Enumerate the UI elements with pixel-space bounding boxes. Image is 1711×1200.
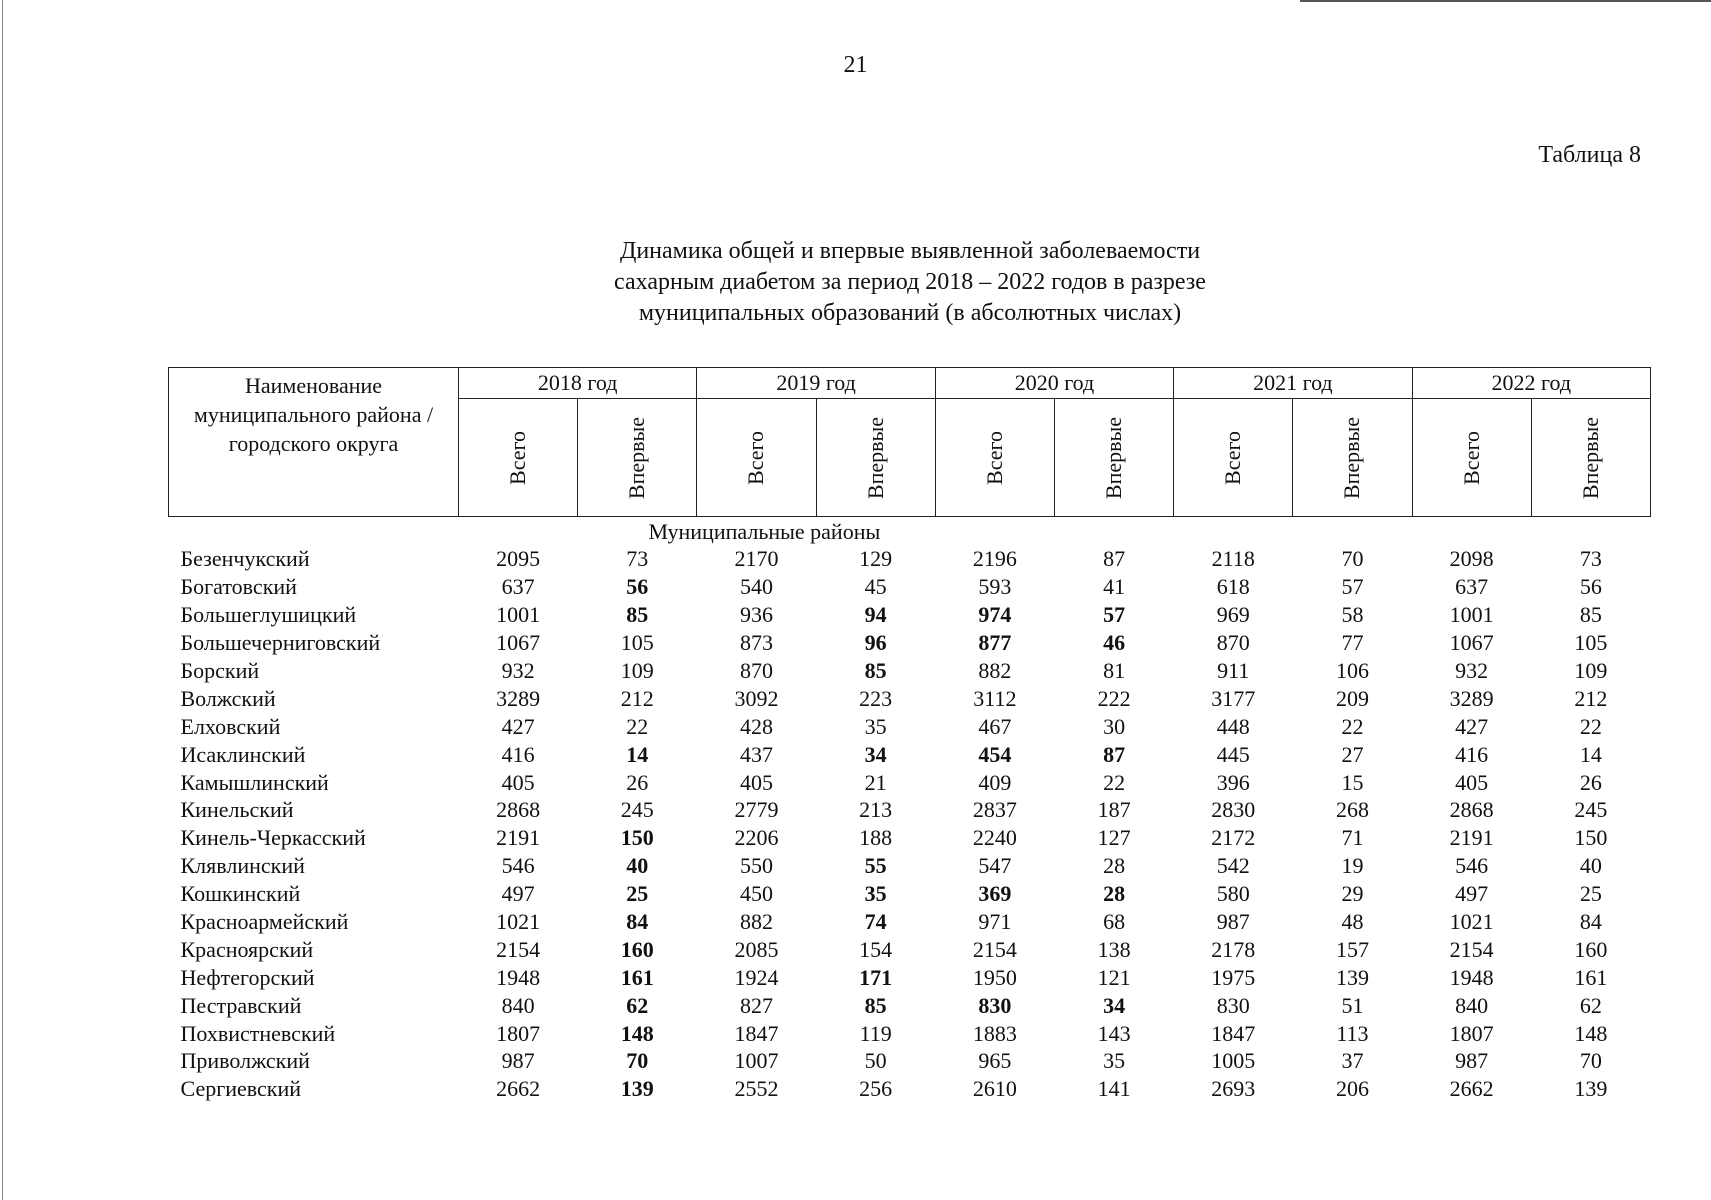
cell-first: 109 — [1574, 658, 1608, 683]
cell-first: 62 — [1579, 992, 1602, 1018]
cell-first: 150 — [1574, 825, 1608, 851]
cell-first: 154 — [859, 936, 893, 962]
cell-first: 35 — [864, 881, 887, 907]
cell-first: 87 — [1103, 546, 1126, 572]
district-name: Пестравский — [180, 992, 302, 1018]
cell-first: 129 — [859, 546, 893, 572]
subheader-first — [578, 399, 697, 517]
district-name: Богатовский — [180, 574, 297, 600]
cell-first: 96 — [864, 630, 887, 656]
cell-total: 497 — [1455, 881, 1489, 907]
cell-first: 121 — [1097, 964, 1131, 990]
cell-first: 141 — [1097, 1076, 1131, 1102]
cell-first: 160 — [1574, 936, 1608, 962]
cell-total: 427 — [1455, 713, 1489, 739]
district-name: Приволжский — [180, 1048, 310, 1074]
cell-total: 416 — [1455, 741, 1489, 767]
cell-total: 409 — [978, 769, 1012, 795]
cell-first: 37 — [1341, 1048, 1364, 1074]
cell-first: 35 — [864, 713, 887, 739]
cell-first: 85 — [1579, 602, 1602, 628]
table-row — [169, 712, 1651, 740]
cell-first: 56 — [1579, 574, 1602, 600]
subheader-total-label: Всего — [981, 430, 1007, 485]
cell-total: 580 — [1216, 881, 1250, 907]
subheader-first-label: Впервые — [1339, 416, 1365, 499]
cell-total: 971 — [978, 909, 1012, 935]
district-name: Красноярский — [180, 936, 314, 962]
cell-total: 936 — [739, 602, 773, 628]
cell-total: 2191 — [496, 825, 541, 851]
cell-first: 14 — [1579, 741, 1602, 767]
table-label: Таблица 8 — [1538, 142, 1641, 168]
table-row — [169, 545, 1651, 573]
cell-first: 15 — [1341, 769, 1364, 795]
table-row — [169, 908, 1651, 936]
cell-total: 969 — [1216, 602, 1250, 628]
table-row — [169, 1019, 1651, 1047]
cell-total: 1948 — [1449, 964, 1494, 990]
cell-first: 84 — [626, 909, 649, 935]
cell-total: 2095 — [496, 546, 541, 572]
cell-first: 68 — [1103, 909, 1126, 935]
title-line: Динамика общей и впервые выявленной заболеваемости — [619, 238, 1201, 264]
subheader-first-label: Впервые — [1101, 416, 1127, 499]
cell-total: 1975 — [1211, 964, 1256, 990]
district-name: Безенчукский — [180, 546, 310, 572]
cell-total: 1001 — [496, 602, 541, 628]
cell-total: 547 — [978, 853, 1012, 879]
cell-total: 840 — [1455, 992, 1489, 1018]
cell-total: 2170 — [734, 546, 779, 572]
subheader-total-label: Всего — [505, 430, 531, 485]
cell-first: 26 — [1579, 769, 1602, 795]
title-line: сахарным диабетом за период 2018 – 2022 годов в разрезе — [614, 269, 1206, 295]
cell-first: 148 — [620, 1020, 654, 1046]
subheader-first-label: Впервые — [624, 416, 650, 499]
cell-total: 2178 — [1211, 936, 1256, 962]
cell-total: 1067 — [1449, 630, 1494, 656]
district-name: Исаклинский — [180, 741, 306, 767]
cell-first: 41 — [1103, 574, 1126, 600]
cell-total: 2830 — [1211, 797, 1256, 823]
cell-first: 188 — [859, 825, 893, 851]
cell-total: 827 — [739, 992, 773, 1018]
subheader-total-label: Всего — [1220, 430, 1246, 485]
cell-first: 245 — [620, 797, 654, 823]
cell-first: 25 — [1579, 881, 1602, 907]
cell-total: 593 — [978, 574, 1012, 600]
cell-first: 187 — [1097, 797, 1131, 823]
cell-first: 94 — [864, 602, 887, 628]
district-name: Кошкинский — [180, 881, 301, 907]
cell-total: 1007 — [734, 1048, 779, 1074]
district-name: Кинельский — [180, 797, 294, 823]
cell-total: 1001 — [1449, 602, 1494, 628]
district-name: Большечерниговский — [180, 630, 381, 656]
table-body — [169, 517, 1651, 1103]
table-row — [169, 629, 1651, 657]
cell-total: 877 — [978, 630, 1012, 656]
cell-total: 2779 — [734, 797, 779, 823]
cell-first: 106 — [1335, 658, 1369, 683]
cell-first: 29 — [1341, 881, 1364, 907]
cell-total: 3289 — [496, 685, 541, 711]
cell-total: 965 — [978, 1048, 1012, 1074]
table-row — [169, 768, 1651, 796]
cell-first: 22 — [1579, 713, 1602, 739]
cell-total: 546 — [501, 853, 535, 879]
cell-first: 213 — [859, 797, 893, 823]
subheader-total — [1174, 399, 1293, 517]
table-row — [169, 852, 1651, 880]
cell-total: 1021 — [496, 909, 541, 935]
subheader-total — [697, 399, 816, 517]
subheader-total — [935, 399, 1054, 517]
table-row — [169, 684, 1651, 712]
cell-first: 268 — [1335, 797, 1369, 823]
cell-first: 209 — [1335, 685, 1369, 711]
left-margin-rule — [2, 0, 3, 1200]
cell-first: 223 — [859, 685, 893, 711]
table-row — [169, 963, 1651, 991]
cell-total: 1807 — [496, 1020, 541, 1046]
cell-total: 2085 — [734, 936, 779, 962]
cell-first: 57 — [1103, 602, 1126, 628]
table-row — [169, 1075, 1651, 1103]
cell-first: 73 — [1579, 546, 1602, 572]
cell-first: 21 — [864, 769, 887, 795]
cell-first: 70 — [1579, 1048, 1602, 1074]
cell-first: 85 — [864, 992, 887, 1018]
cell-total: 987 — [1455, 1048, 1489, 1074]
subheader-total-label: Всего — [743, 430, 769, 485]
cell-first: 139 — [1335, 964, 1369, 990]
cell-first: 26 — [626, 769, 649, 795]
cell-first: 87 — [1103, 741, 1126, 767]
cell-first: 245 — [1574, 797, 1608, 823]
cell-total: 405 — [739, 769, 773, 795]
cell-total: 2610 — [972, 1076, 1017, 1102]
cell-first: 51 — [1341, 992, 1364, 1018]
table-row — [169, 796, 1651, 824]
subheader-first — [1054, 399, 1173, 517]
cell-total: 2662 — [496, 1076, 541, 1102]
cell-first: 161 — [1574, 964, 1608, 990]
cell-first: 22 — [1341, 713, 1364, 739]
cell-total: 830 — [978, 992, 1012, 1018]
cell-total: 546 — [1455, 853, 1489, 879]
table-row — [169, 935, 1651, 963]
cell-total: 369 — [978, 881, 1012, 907]
district-name: Нефтегорский — [180, 964, 315, 990]
cell-first: 45 — [864, 574, 887, 600]
district-name: Борский — [180, 658, 260, 683]
cell-total: 497 — [501, 881, 535, 907]
subheader-total — [1412, 399, 1531, 517]
subheader-first — [1293, 399, 1412, 517]
morbidity-table — [168, 367, 1651, 1103]
district-name: Кинель-Черкасский — [180, 825, 366, 851]
cell-total: 637 — [501, 574, 535, 600]
cell-total: 2693 — [1211, 1076, 1256, 1102]
cell-total: 416 — [501, 741, 535, 767]
cell-total: 2240 — [972, 825, 1017, 851]
cell-total: 1847 — [734, 1020, 779, 1046]
name-column-header — [169, 368, 459, 517]
section-label: Муниципальные районы — [648, 518, 881, 544]
cell-first: 22 — [626, 713, 649, 739]
cell-first: 113 — [1336, 1020, 1369, 1046]
cell-total: 2118 — [1211, 546, 1255, 572]
cell-first: 143 — [1097, 1020, 1131, 1046]
cell-total: 2662 — [1449, 1076, 1494, 1102]
year-header-2020: 2020 год — [935, 368, 1173, 399]
subheader-total-label: Всего — [1458, 430, 1484, 485]
section-row — [169, 517, 1651, 546]
cell-first: 85 — [864, 658, 887, 683]
cell-total: 1948 — [496, 964, 541, 990]
cell-total: 2191 — [1449, 825, 1494, 851]
cell-first: 256 — [859, 1076, 893, 1102]
cell-first: 157 — [1335, 936, 1369, 962]
cell-total: 3092 — [734, 685, 779, 711]
cell-first: 84 — [1579, 909, 1602, 935]
district-name: Большеглушицкий — [180, 602, 357, 628]
cell-total: 1021 — [1449, 909, 1494, 935]
cell-total: 2154 — [1449, 936, 1494, 962]
cell-first: 127 — [1097, 825, 1131, 851]
cell-first: 206 — [1335, 1076, 1369, 1102]
cell-total: 1924 — [734, 964, 779, 990]
subheader-first — [816, 399, 935, 517]
cell-first: 139 — [1574, 1076, 1608, 1102]
cell-total: 2868 — [1449, 797, 1494, 823]
header-row-years — [169, 368, 1651, 399]
cell-first: 56 — [626, 574, 649, 600]
cell-first: 27 — [1341, 741, 1364, 767]
cell-first: 19 — [1341, 853, 1364, 879]
cell-total: 974 — [978, 602, 1012, 628]
cell-first: 55 — [864, 853, 887, 879]
cell-first: 25 — [626, 881, 649, 907]
cell-first: 48 — [1341, 909, 1364, 935]
cell-total: 2837 — [972, 797, 1017, 823]
table-row — [169, 991, 1651, 1019]
cell-first: 57 — [1341, 574, 1364, 600]
cell-total: 448 — [1216, 713, 1250, 739]
cell-first: 14 — [626, 741, 649, 767]
cell-total: 3177 — [1211, 685, 1256, 711]
cell-total: 637 — [1455, 574, 1489, 600]
cell-total: 428 — [739, 713, 773, 739]
cell-total: 550 — [739, 853, 773, 879]
cell-first: 70 — [626, 1048, 649, 1074]
cell-first: 105 — [1574, 630, 1608, 656]
cell-first: 22 — [1103, 769, 1126, 795]
cell-total: 932 — [1455, 658, 1489, 683]
cell-first: 28 — [1103, 881, 1126, 907]
year-header-2022: 2022 год — [1412, 368, 1650, 399]
cell-total: 542 — [1216, 853, 1250, 879]
document-title — [500, 236, 1320, 329]
cell-total: 1950 — [972, 964, 1017, 990]
cell-total: 450 — [739, 881, 773, 907]
cell-total: 405 — [501, 769, 535, 795]
cell-first: 160 — [620, 936, 654, 962]
year-header-2019: 2019 год — [697, 368, 935, 399]
cell-first: 28 — [1103, 853, 1126, 879]
table-row — [169, 573, 1651, 601]
cell-first: 73 — [626, 546, 649, 572]
cell-total: 3112 — [973, 685, 1017, 711]
cell-first: 138 — [1097, 936, 1131, 962]
cell-total: 540 — [739, 574, 773, 600]
district-name: Камышлинский — [180, 769, 329, 795]
name-header-line: Наименование — [244, 373, 383, 398]
cell-first: 35 — [1103, 1048, 1126, 1074]
top-rule — [1300, 0, 1711, 2]
cell-first: 34 — [1103, 992, 1126, 1018]
cell-first: 109 — [620, 658, 654, 683]
cell-first: 81 — [1103, 658, 1126, 683]
district-name: Похвистневский — [180, 1020, 336, 1046]
district-name: Елховский — [180, 713, 281, 739]
cell-first: 74 — [864, 909, 887, 935]
cell-total: 454 — [978, 741, 1012, 767]
cell-total: 1847 — [1211, 1020, 1256, 1046]
cell-total: 2154 — [496, 936, 541, 962]
cell-total: 840 — [501, 992, 535, 1018]
district-name: Сергиевский — [180, 1076, 302, 1102]
cell-total: 873 — [739, 630, 773, 656]
district-name: Красноармейский — [180, 909, 349, 935]
cell-total: 2868 — [496, 797, 541, 823]
cell-total: 405 — [1455, 769, 1489, 795]
cell-total: 2154 — [972, 936, 1017, 962]
cell-total: 1067 — [496, 630, 541, 656]
cell-first: 222 — [1097, 685, 1131, 711]
cell-total: 932 — [501, 658, 535, 683]
cell-total: 987 — [501, 1048, 535, 1074]
subheader-first-label: Впервые — [862, 416, 888, 499]
cell-total: 830 — [1216, 992, 1250, 1018]
cell-first: 62 — [626, 992, 649, 1018]
cell-first: 85 — [626, 602, 649, 628]
cell-first: 148 — [1574, 1020, 1608, 1046]
cell-total: 2172 — [1211, 825, 1256, 851]
cell-total: 2206 — [734, 825, 779, 851]
subheader-first — [1531, 399, 1650, 517]
cell-total: 396 — [1216, 769, 1250, 795]
cell-total: 467 — [978, 713, 1012, 739]
district-name: Клявлинский — [180, 853, 305, 879]
cell-first: 50 — [864, 1048, 887, 1074]
cell-first: 30 — [1103, 713, 1126, 739]
year-header-2018: 2018 год — [459, 368, 697, 399]
cell-first: 105 — [620, 630, 654, 656]
cell-first: 46 — [1103, 630, 1126, 656]
cell-total: 987 — [1216, 909, 1250, 935]
cell-total: 427 — [501, 713, 535, 739]
cell-total: 2552 — [734, 1076, 779, 1102]
cell-first: 71 — [1341, 825, 1364, 851]
year-header-2021: 2021 год — [1174, 368, 1412, 399]
table-row — [169, 1047, 1651, 1075]
cell-first: 40 — [626, 853, 649, 879]
cell-total: 1883 — [972, 1020, 1017, 1046]
cell-total: 870 — [1216, 630, 1250, 656]
cell-first: 34 — [864, 741, 887, 767]
cell-first: 161 — [620, 964, 654, 990]
table-row — [169, 740, 1651, 768]
cell-total: 618 — [1216, 574, 1250, 600]
cell-first: 58 — [1341, 602, 1364, 628]
subheader-total — [459, 399, 578, 517]
title-line: муниципальных образований (в абсолютных числах) — [638, 300, 1182, 326]
cell-first: 77 — [1341, 630, 1364, 656]
cell-total: 1005 — [1211, 1048, 1256, 1074]
cell-first: 139 — [620, 1076, 654, 1102]
table-row — [169, 601, 1651, 629]
cell-first: 171 — [859, 964, 893, 990]
cell-first: 119 — [859, 1020, 892, 1046]
table-row — [169, 824, 1651, 852]
district-name: Волжский — [180, 685, 276, 711]
cell-first: 70 — [1341, 546, 1364, 572]
subheader-first-label: Впервые — [1577, 416, 1603, 499]
cell-total: 3289 — [1449, 685, 1494, 711]
name-header-line: муниципального района / — [193, 402, 434, 427]
cell-total: 870 — [739, 658, 773, 683]
cell-first: 212 — [1574, 685, 1608, 711]
cell-total: 2196 — [972, 546, 1017, 572]
cell-first: 212 — [620, 685, 654, 711]
table-row — [169, 880, 1651, 908]
cell-total: 437 — [739, 741, 773, 767]
cell-total: 2098 — [1449, 546, 1494, 572]
page-number: 21 — [843, 52, 868, 78]
cell-total: 911 — [1217, 658, 1250, 683]
cell-total: 882 — [978, 658, 1012, 683]
cell-total: 882 — [739, 909, 773, 935]
table-row — [169, 657, 1651, 685]
cell-first: 150 — [620, 825, 654, 851]
cell-first: 40 — [1579, 853, 1602, 879]
name-header-line: городского округа — [228, 431, 399, 456]
cell-total: 1807 — [1449, 1020, 1494, 1046]
cell-total: 445 — [1216, 741, 1250, 767]
